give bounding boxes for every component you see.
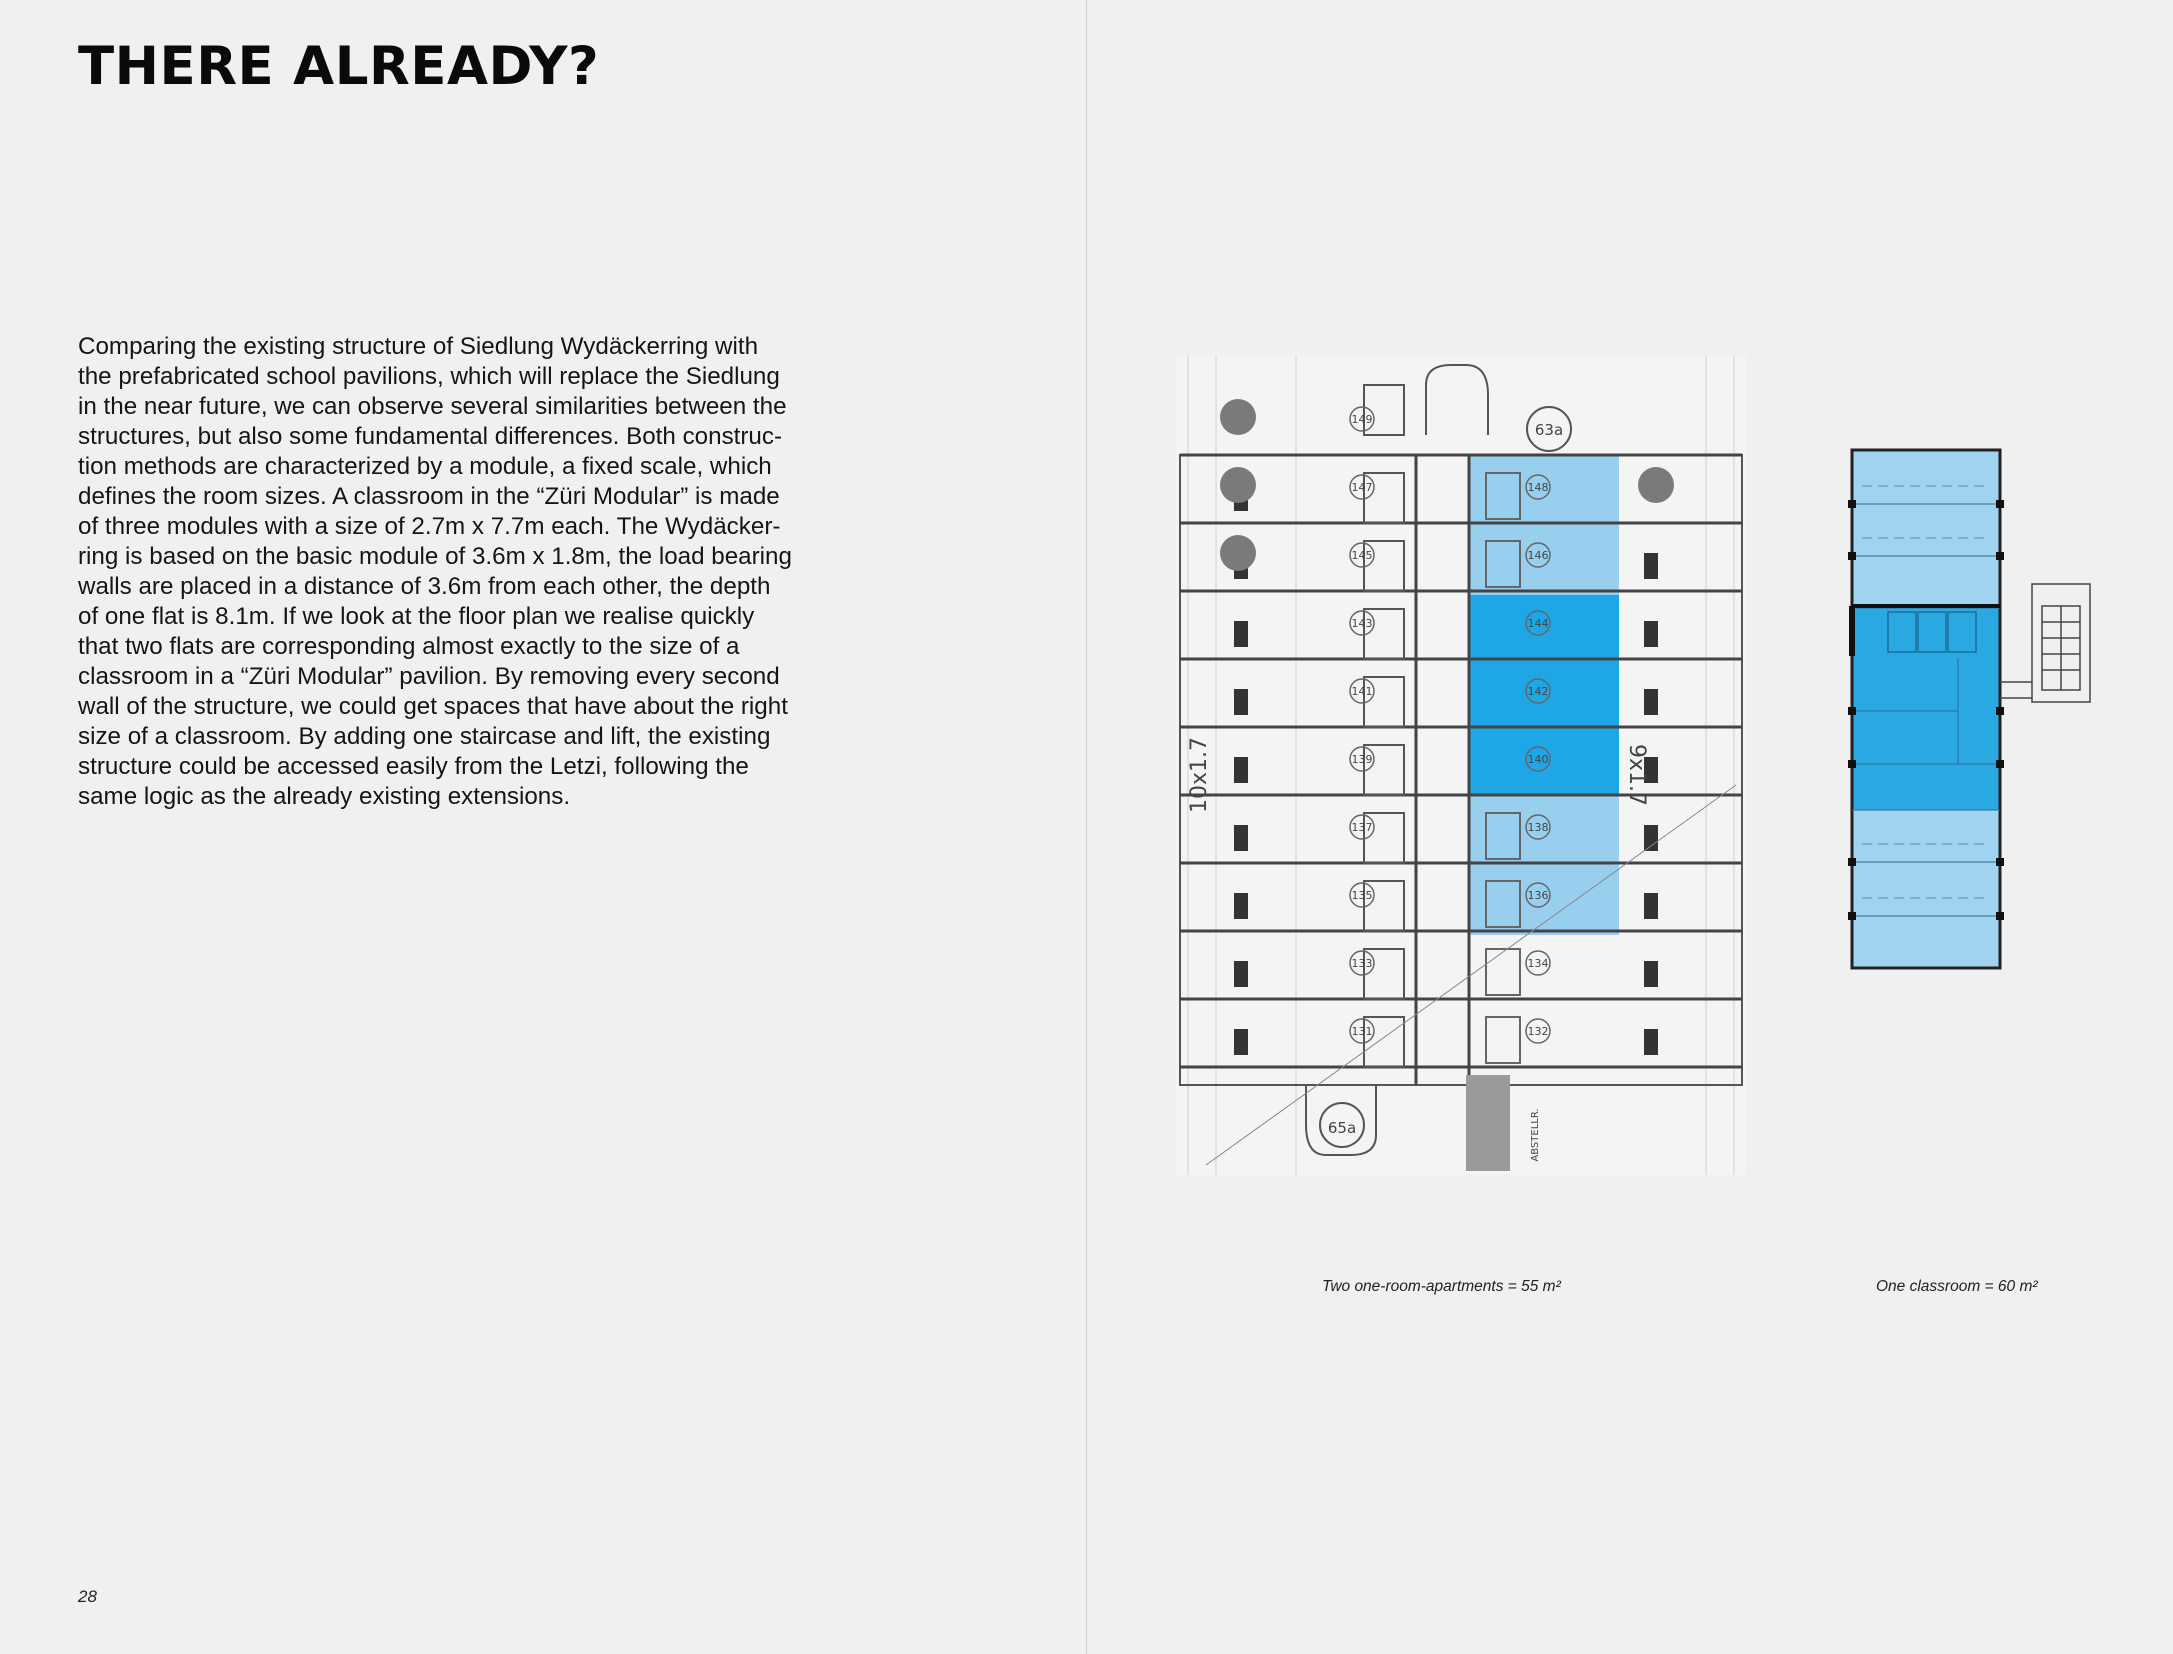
room-number: 140 xyxy=(1527,753,1549,766)
page-title: THERE ALREADY? xyxy=(78,36,600,97)
room-number: 138 xyxy=(1527,821,1549,834)
pavilion-core xyxy=(1852,608,2000,658)
page-number: 28 xyxy=(78,1587,97,1606)
highlight-apartments-upper xyxy=(1469,455,1619,605)
figure-caption-apartments: Two one-room-apartments = 55 m² xyxy=(1322,1278,1561,1295)
room-number: 147 xyxy=(1351,481,1373,494)
page-spread-divider xyxy=(1086,0,1087,1654)
floor-plan-pavilion xyxy=(1848,446,2098,976)
room-number: 134 xyxy=(1527,957,1549,970)
dimension-label-left: 10x1.7 xyxy=(1187,736,1212,814)
storage-block xyxy=(1466,1075,1510,1171)
room-number: 149 xyxy=(1351,413,1373,426)
room-number: 146 xyxy=(1527,549,1549,562)
room-number: 135 xyxy=(1351,889,1373,902)
pavilion-classroom-highlight xyxy=(1852,658,2000,810)
pavilion-upper-classroom xyxy=(1852,450,2000,608)
room-number: 133 xyxy=(1351,957,1373,970)
room-number: 132 xyxy=(1527,1025,1549,1038)
room-number: 136 xyxy=(1527,889,1549,902)
room-number: 141 xyxy=(1351,685,1373,698)
pavilion-lower-classroom xyxy=(1852,810,2000,968)
pavilion-staircase xyxy=(2000,584,2090,702)
room-number: 143 xyxy=(1351,617,1373,630)
room-number: 148 xyxy=(1527,481,1549,494)
unit-label-bottom: 65a xyxy=(1327,1119,1357,1137)
body-paragraph: Comparing the existing structure of Siedlung Wydäckerring with the prefabricated school pavilions, which will replace the Siedlung in the near future, we can observe several similarities between the structures, but also some fundamental differences. Both construc- tion methods are characterized by a module, a fixed scale, which defines the room sizes. A classroom in the “Züri Modular” is made of three modules with a size of 2.7m x 7.7m each. The Wydäcker- ring is based on the basic module of 3.6m x 1.8m, the load bearing walls are placed in a distance of 3.6m from each other, the depth of one flat is 8.1m. If we look at the floor plan we realise quickly that two flats are corresponding almost exactly to the size of a classroom in a “Züri Modular” pavilion. By removing every second wall of the structure, we could get spaces that have about the right size of a classroom. By adding one staircase and lift, the existing structure could be accessed easily from the Letzi, following the same logic as the already existing extensions. xyxy=(78,333,792,810)
room-number: 137 xyxy=(1351,821,1373,834)
room-number: 145 xyxy=(1351,549,1373,562)
storage-label: ABSTELLR. xyxy=(1530,1108,1541,1162)
room-number: 131 xyxy=(1351,1025,1373,1038)
room-number: 144 xyxy=(1527,617,1549,630)
room-number: 139 xyxy=(1351,753,1373,766)
figure-caption-classroom: One classroom = 60 m² xyxy=(1876,1278,2038,1295)
floor-plan-siedlung xyxy=(1176,355,1746,1175)
dimension-label-right: 9x1.7 xyxy=(1624,743,1649,807)
room-number: 142 xyxy=(1527,685,1549,698)
unit-label-top: 63a xyxy=(1534,421,1564,439)
